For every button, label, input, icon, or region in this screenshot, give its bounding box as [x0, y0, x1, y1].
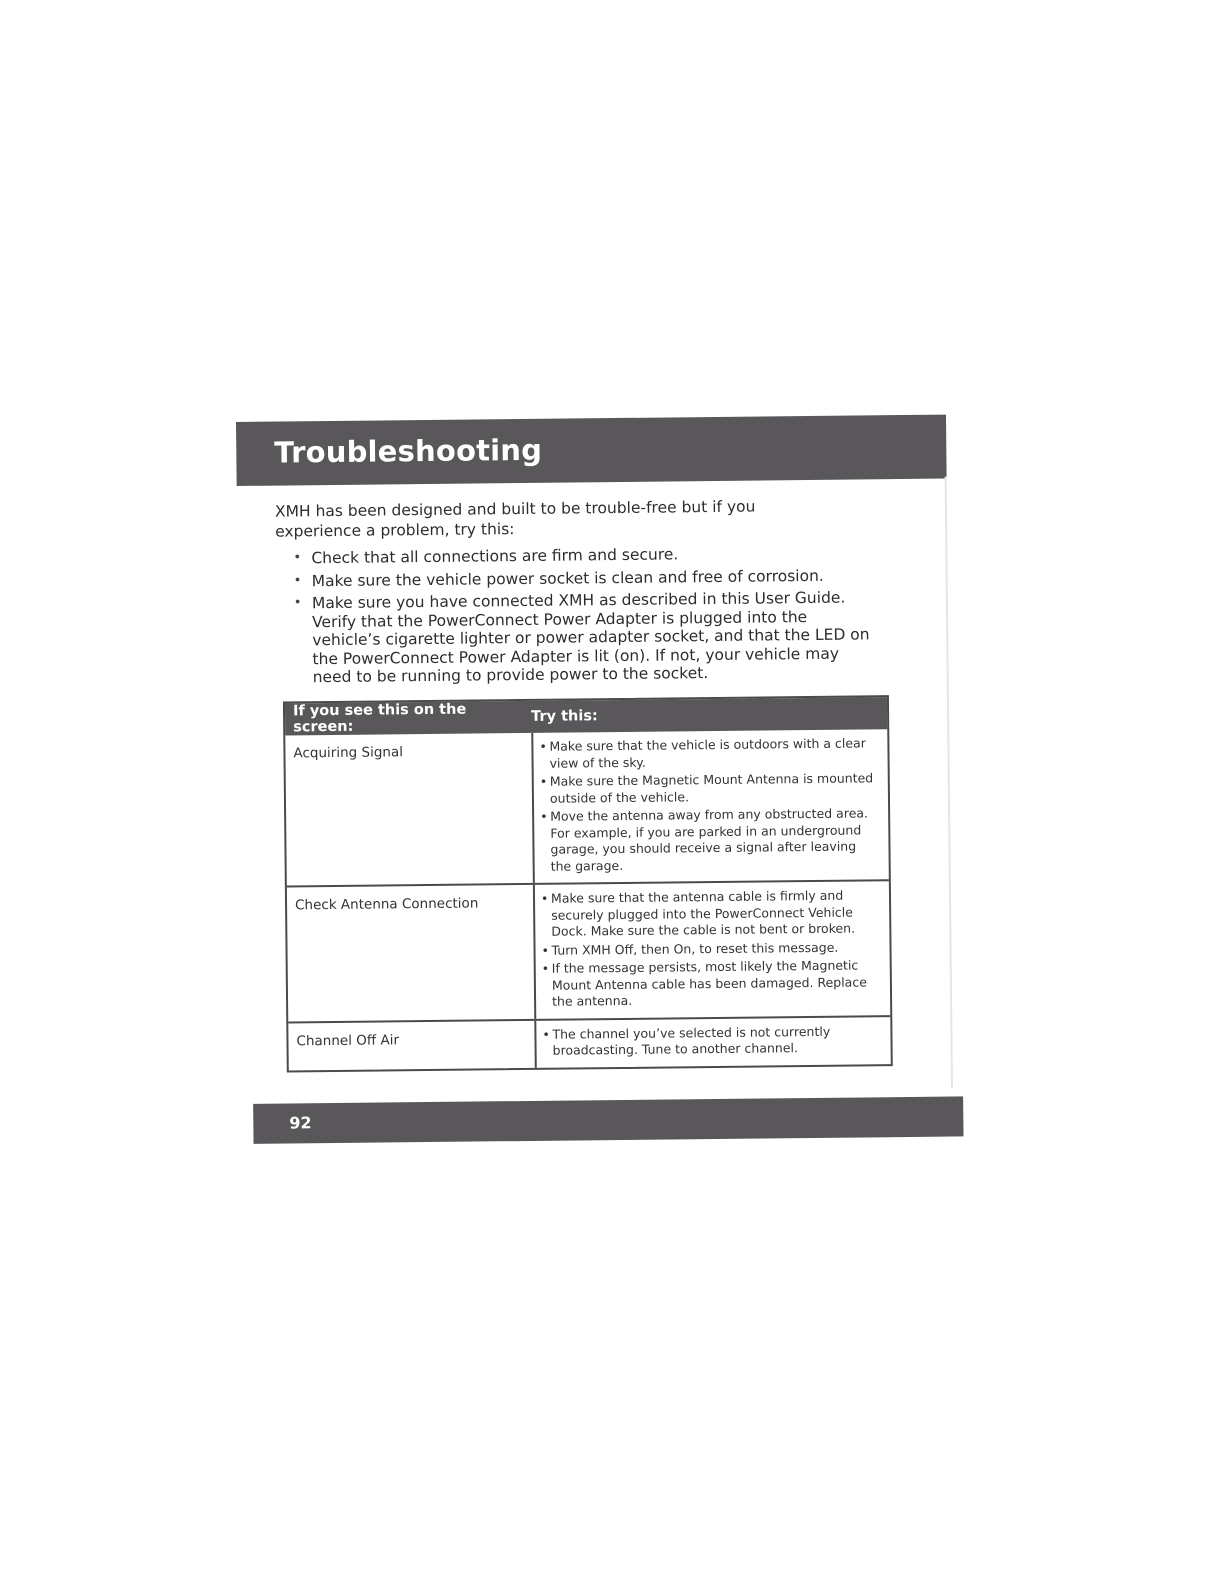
title-bar — [236, 415, 947, 486]
remedy-cell — [536, 1017, 890, 1068]
remedy-text: Make sure the Magnetic Mount Antenna is mounted outside of the vehicle. — [549, 770, 874, 806]
remedy-text: The channel you’ve selected is not currently broadcasting. Tune to another channel. — [552, 1023, 831, 1058]
bullet-icon: • — [541, 960, 550, 976]
remedy-text: Make sure that the vehicle is outdoors with a clear view of the sky. — [549, 735, 866, 771]
table-row — [285, 729, 889, 885]
manual-page — [236, 414, 964, 1146]
bullet-icon: • — [293, 572, 302, 588]
checklist-item-text: Make sure the vehicle power socket is clean and free of corrosion. — [311, 566, 824, 590]
intro-paragraph: XMH has been designed and built to be trouble-free but if you experience a problem, try this: — [274, 497, 756, 541]
remedy-item — [542, 1023, 882, 1060]
column-header-message: If you see this on the screen: — [292, 701, 467, 736]
troubleshooting-table — [283, 695, 893, 1072]
bullet-icon: • — [540, 890, 549, 906]
bullet-icon: • — [539, 738, 547, 754]
checklist-item — [294, 588, 875, 687]
checklist-item-text: Make sure you have connected XMH as described in this User Guide. Verify that the PowerConnect Power Adapter is plugged into the vehicle’s cigarette lighter or power adapter socket, and that the LED on the PowerConnect Power Adapter is lit (on). If not, your vehicle may need to be running to provide power to the socket. — [311, 588, 870, 687]
remedy-item — [541, 887, 881, 940]
bullet-icon: • — [539, 773, 548, 789]
remedy-item — [541, 939, 881, 959]
page-number: 92 — [289, 1113, 312, 1133]
table-row — [288, 1015, 890, 1070]
footer-bar — [253, 1096, 963, 1143]
screen-message: Check Antenna Connection — [287, 885, 536, 1021]
screen-message: Channel Off Air — [288, 1020, 536, 1070]
page-title: Troubleshooting — [274, 432, 543, 470]
remedy-item — [540, 805, 881, 875]
screen-message: Acquiring Signal — [285, 733, 535, 886]
remedy-text: Make sure that the antenna cable is firmly and securely plugged into the PowerConnect Vehicle Dock. Make sure the cable is not bent or broken. — [550, 887, 856, 939]
column-header-action: Try this: — [531, 708, 598, 725]
remedy-text: Move the antenna away from any obstructed area. For example, if you are parked in an underground garage, you should receive a signal after leaving the garage. — [550, 805, 869, 874]
checklist-item — [294, 566, 874, 591]
checklist — [293, 543, 874, 691]
bullet-icon: • — [293, 550, 302, 566]
bullet-icon: • — [293, 595, 302, 611]
page-edge-shadow — [945, 477, 953, 1089]
remedy-item — [542, 957, 882, 1010]
remedy-item — [539, 735, 879, 772]
checklist-item — [293, 543, 873, 568]
remedy-item — [540, 770, 880, 807]
checklist-item-text: Check that all connections are firm and secure. — [311, 545, 679, 568]
remedy-text: If the message persists, most likely the Magnetic Mount Antenna cable has been damaged. Replace the antenna. — [551, 957, 867, 1009]
bullet-icon: • — [541, 942, 549, 958]
remedy-cell — [533, 729, 889, 883]
bullet-icon: • — [542, 1026, 550, 1042]
remedy-text: Turn XMH Off, then On, to reset this message. — [551, 939, 839, 958]
bullet-icon: • — [540, 808, 548, 824]
table-row — [287, 879, 890, 1021]
remedy-cell — [535, 881, 890, 1018]
